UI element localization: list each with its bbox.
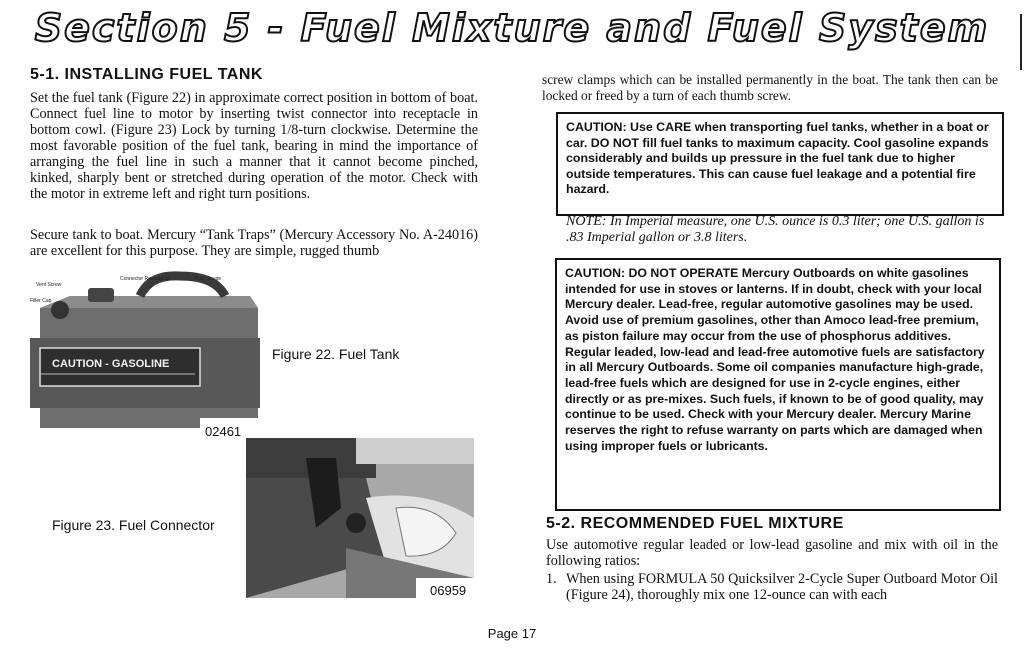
callout-gauge: Fuel Gauge: [195, 276, 222, 282]
callout-connector: Connector Receptacle: [120, 276, 170, 282]
list-item-1: When using FORMULA 50 Quicksilver 2-Cycle Super Outboard Motor Oil (Figure 24), thoroughly mix one 12-ounce can with each: [566, 571, 998, 603]
caution-transport-text: CAUTION: Use CARE when transporting fuel tanks, whether in a boat or car. DO NOT fill fuel tanks to maximum capacity. Cool gasoline expands considerably and builds up pressure in the fuel tank due to higher outside temperatures. This can cause fuel leakage and a potential fire hazard.: [566, 120, 989, 197]
fig22-code: 02461: [205, 424, 242, 439]
fuel-connector-illustration: [246, 438, 474, 598]
fuel-connector-photo: [246, 438, 474, 598]
fig23-code: 06959: [430, 583, 467, 598]
caution-transport-box: [556, 112, 1004, 216]
caution-gasoline-box: [555, 258, 1001, 511]
section-5-1-para3: screw clamps which can be installed permanently in the boat. The tank then can be locked or freed by a turn of each thumb screw.: [542, 72, 998, 103]
fig23-caption: Figure 23. Fuel Connector: [52, 517, 215, 533]
fuel-tank-illustration: [30, 268, 260, 440]
section-5-1-heading: 5-1. INSTALLING FUEL TANK: [30, 66, 263, 83]
section-5-1-para1: Set the fuel tank (Figure 22) in approximate correct position in bottom of boat. Connect fuel line to motor by inserting twist connector into receptacle in bottom cowl. (Figure 23) Lock by turning 1/8-turn clockwise. Determine the most favorable position of the fuel tank, bearing in mind the importance of arranging the fuel line in such a manner that it cannot become pinched, kinked, sharply bent or stretched during operation of the motor. Check with the motor in extreme left and right turn positions.: [30, 90, 478, 202]
caution-gasoline-text: CAUTION: DO NOT OPERATE Mercury Outboards on white gasolines intended for use in stoves or lanterns. If in doubt, check with your local Mercury dealer. Lead-free, regular automotive gasolines may be used. Avoid use of premium gasolines, other than Amoco lead-free premium, as piston failure may occur from the use of phosphorus additives. Regular leaded, low-lead and lead-free automotive fuels are satisfactory in all Mercury Outboards. Some oil companies manufacture high-grade, lead-free fuels which are designed for use in 2-cycle engines, either directly or as pre-mixes. Such fuels, if known to be of good quality, may continue to be used. Check with your Mercury dealer. Mercury Marine reserves the right to refuse warranty on parts which are damaged when using improper fuels or lubricants.: [565, 266, 985, 453]
list-item-number: 1.: [546, 571, 557, 587]
section-5-2-heading: 5-2. RECOMMENDED FUEL MIXTURE: [546, 515, 844, 532]
page-number: Page 17: [487, 626, 537, 641]
fig22-caption: Figure 22. Fuel Tank: [272, 346, 400, 362]
imperial-note: NOTE: In Imperial measure, one U.S. ounce is 0.3 liter; one U.S. gallon is .83 Imperial gallon or 3.8 liters.: [566, 214, 985, 245]
page-title: Section 5 - Fuel Mixture and Fuel System: [34, 6, 990, 50]
callout-filler: Filler Cap: [30, 298, 52, 304]
section-5-1-para2: Secure tank to boat. Mercury “Tank Traps” (Mercury Accessory No. A-24016) are excellent for this purpose. They are simple, rugged thumb: [30, 227, 478, 259]
scan-edge-mark: [1020, 14, 1022, 70]
decal-text: CAUTION - GASOLINE: [52, 358, 170, 370]
fuel-tank-photo: [30, 268, 260, 440]
section-5-2-intro: Use automotive regular leaded or low-lead gasoline and mix with oil in the following ratios:: [546, 537, 998, 569]
callout-vent: Vent Screw: [36, 282, 62, 288]
